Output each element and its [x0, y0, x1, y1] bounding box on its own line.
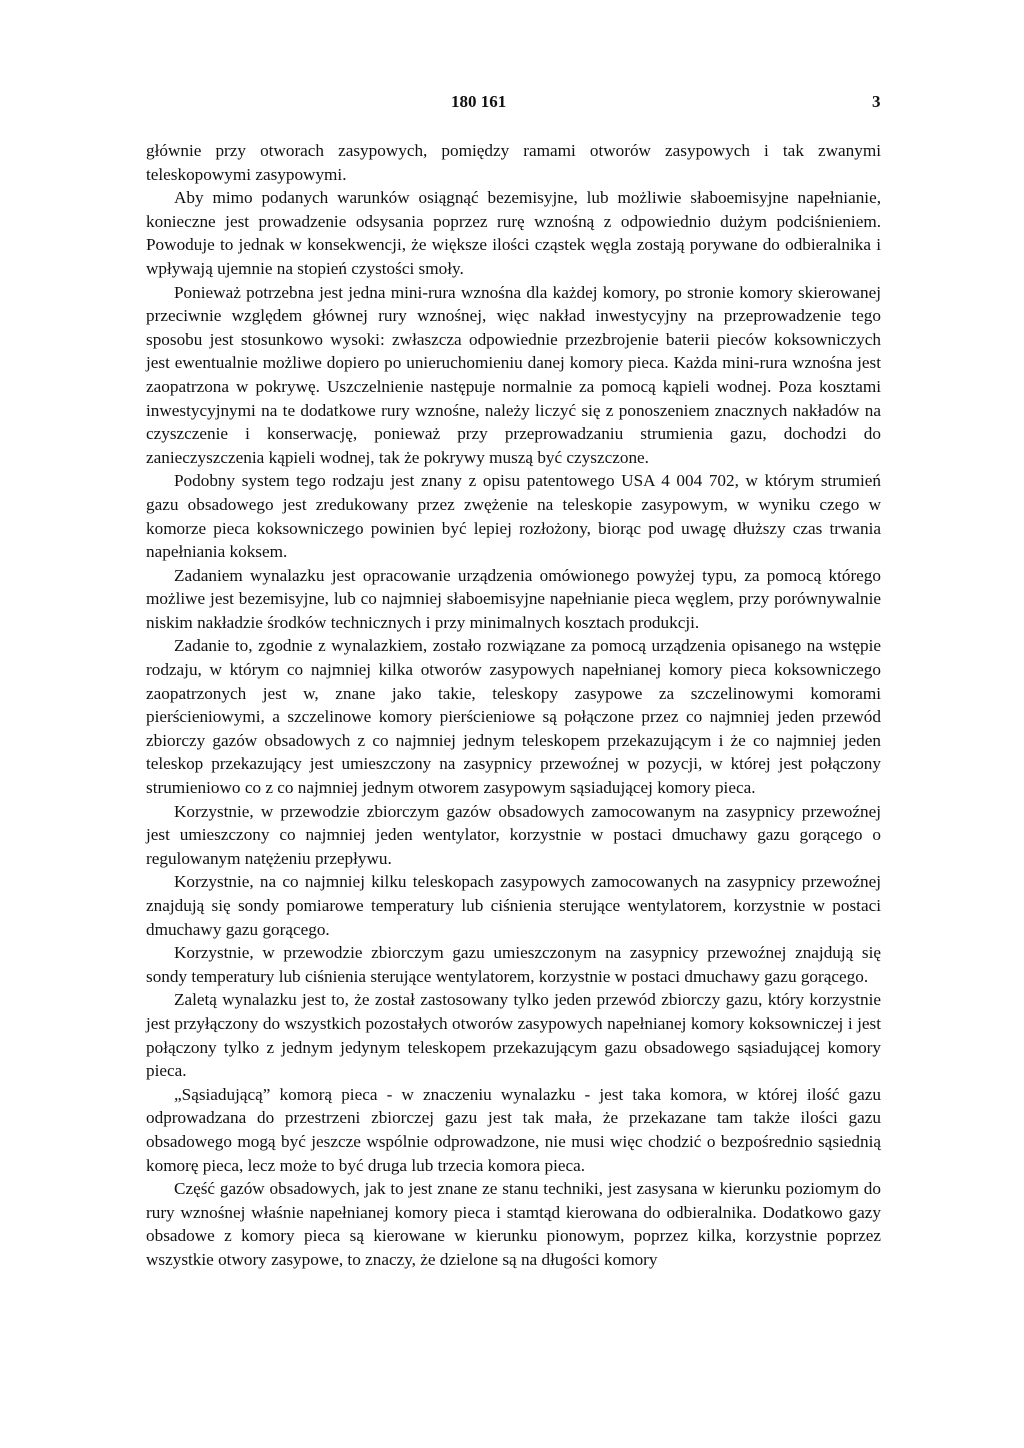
paragraph: Część gazów obsadowych, jak to jest znane ze stanu techniki, jest zasysana w kierunku poziomym do rury wznośnej właśnie napełnianej komory pieca i stamtąd kierowana do odbieralnika. Dodatkowo gazy obsadowe z komory pieca są kierowane w kierunku pionowym, poprzez kilka, korzystnie poprzez wszystkie otwory zasypowe, to znaczy, że dzielone są na długości komory	[146, 1179, 881, 1269]
paragraph: Korzystnie, na co najmniej kilku teleskopach zasypowych zamocowanych na zasypnicy przewoźnej znajdują się sondy pomiarowe temperatury lub ciśnienia sterujące wentylatorem, korzystnie w postaci dmuchawy gazu gorącego.	[146, 872, 881, 939]
body-text	[146, 139, 881, 1272]
patent-number: 180 161	[451, 92, 507, 111]
paragraph: Korzystnie, w przewodzie zbiorczym gazu umieszczonym na zasypnicy przewoźnej znajdują się sondy temperatury lub ciśnienia sterujące wentylatorem, korzystnie w postaci dmuchawy gazu gorącego.	[146, 943, 881, 986]
paragraph: Podobny system tego rodzaju jest znany z opisu patentowego USA 4 004 702, w którym strumień gazu obsadowego jest zredukowany przez zwężenie na teleskopie zasypowym, w wyniku czego w komorze pieca koksowniczego powinien być lepiej rozłożony, biorąc pod uwagę dłuższy czas trwania napełniania koksem.	[146, 471, 881, 562]
paragraph: Zadanie to, zgodnie z wynalazkiem, zostało rozwiązane za pomocą urządzenia opisanego na wstępie rodzaju, w którym co najmniej kilka otworów zasypowych napełnianej komory pieca koksowniczego zaopatrzonych jest w, znane jako takie, teleskopy zasypowe za szczelinowymi komorami pierścieniowymi, a szczelinowe komory pierścieniowe są połączone przez co najmniej jeden przewód zbiorczy gazów obsadowych z co najmniej jednym teleskopem przekazującym i że co najmniej jeden teleskop przekazujący jest umieszczony na zasypnicy przewoźnej w pozycji, w której jest połączony strumieniowo co z co najmniej jednym otworem zasypowym sąsiadującej komory pieca.	[146, 636, 881, 798]
paragraph: Ponieważ potrzebna jest jedna mini-rura wznośna dla każdej komory, po stronie komory skierowanej przeciwnie względem głównej rury wznośnej, więc nakład inwestycyjny na przeprowadzenie tego sposobu jest stosunkowo wysoki: zwłaszcza odpowiednie przezbrojenie baterii pieców koksowniczych jest ewentualnie możliwe dopiero po unieruchomieniu danej komory pieca. Każda mini-rura wznośna jest zaopatrzona w pokrywę. Uszczelnienie następuje normalnie za pomocą kąpieli wodnej. Poza kosztami inwestycyjnymi na te dodatkowe rury wznośne, należy liczyć się z ponoszeniem znacznych nakładów na czyszczenie i konserwację, ponieważ przy przeprowadzaniu strumienia gazu, dochodzi do zanieczyszczenia kąpieli wodnej, tak że pokrywy muszą być czyszczone.	[146, 282, 881, 467]
paragraph: „Sąsiadującą” komorą pieca - w znaczeniu wynalazku - jest taka komora, w której ilość gazu odprowadzana do przestrzeni zbiorczej gazu jest tak mała, że przekazane tam także ilości gazu obsadowego mogą być jeszcze wspólnie odprowadzone, nie musi więc chodzić o bezpośrednio sąsiednią komorę pieca, lecz może to być druga lub trzecia komora pieca.	[146, 1084, 881, 1175]
paragraph-continuation: głównie przy otworach zasypowych, pomiędzy ramami otworów zasypowych i tak zwanymi teleskopowymi zasypowymi.	[146, 141, 881, 184]
paragraph: Aby mimo podanych warunków osiągnąć bezemisyjne, lub możliwie słaboemisyjne napełnianie, konieczne jest prowadzenie odsysania poprzez rurę wznośną z odpowiednio dużym podciśnieniem. Powoduje to jednak w konsekwencji, że większe ilości cząstek węgla zostają porywane do odbieralnika i wpływają ujemnie na stopień czystości smoły.	[146, 188, 881, 278]
paragraph: Zadaniem wynalazku jest opracowanie urządzenia omówionego powyżej typu, za pomocą którego możliwe jest bezemisyjne, lub co najmniej słaboemisyjne napełnianie pieca węglem, przy porównywalnie niskim nakładzie środków technicznych i przy minimalnych kosztach produkcji.	[146, 565, 881, 632]
paragraph: Zaletą wynalazku jest to, że został zastosowany tylko jeden przewód zbiorczy gazu, który korzystnie jest przyłączony do wszystkich pozostałych otworów zasypowych napełnianej komory koksowniczej i jest połączony tylko z jednym jedynym teleskopem przekazującym gazu obsadowego sąsiadującej komory pieca.	[146, 990, 881, 1081]
page-number: 3	[872, 92, 881, 111]
page-header	[0, 92, 1024, 116]
paragraph: Korzystnie, w przewodzie zbiorczym gazów obsadowych zamocowanym na zasypnicy przewoźnej jest umieszczony co najmniej jeden wentylator, korzystnie w postaci dmuchawy gazu gorącego o regulowanym natężeniu przepływu.	[146, 801, 881, 868]
